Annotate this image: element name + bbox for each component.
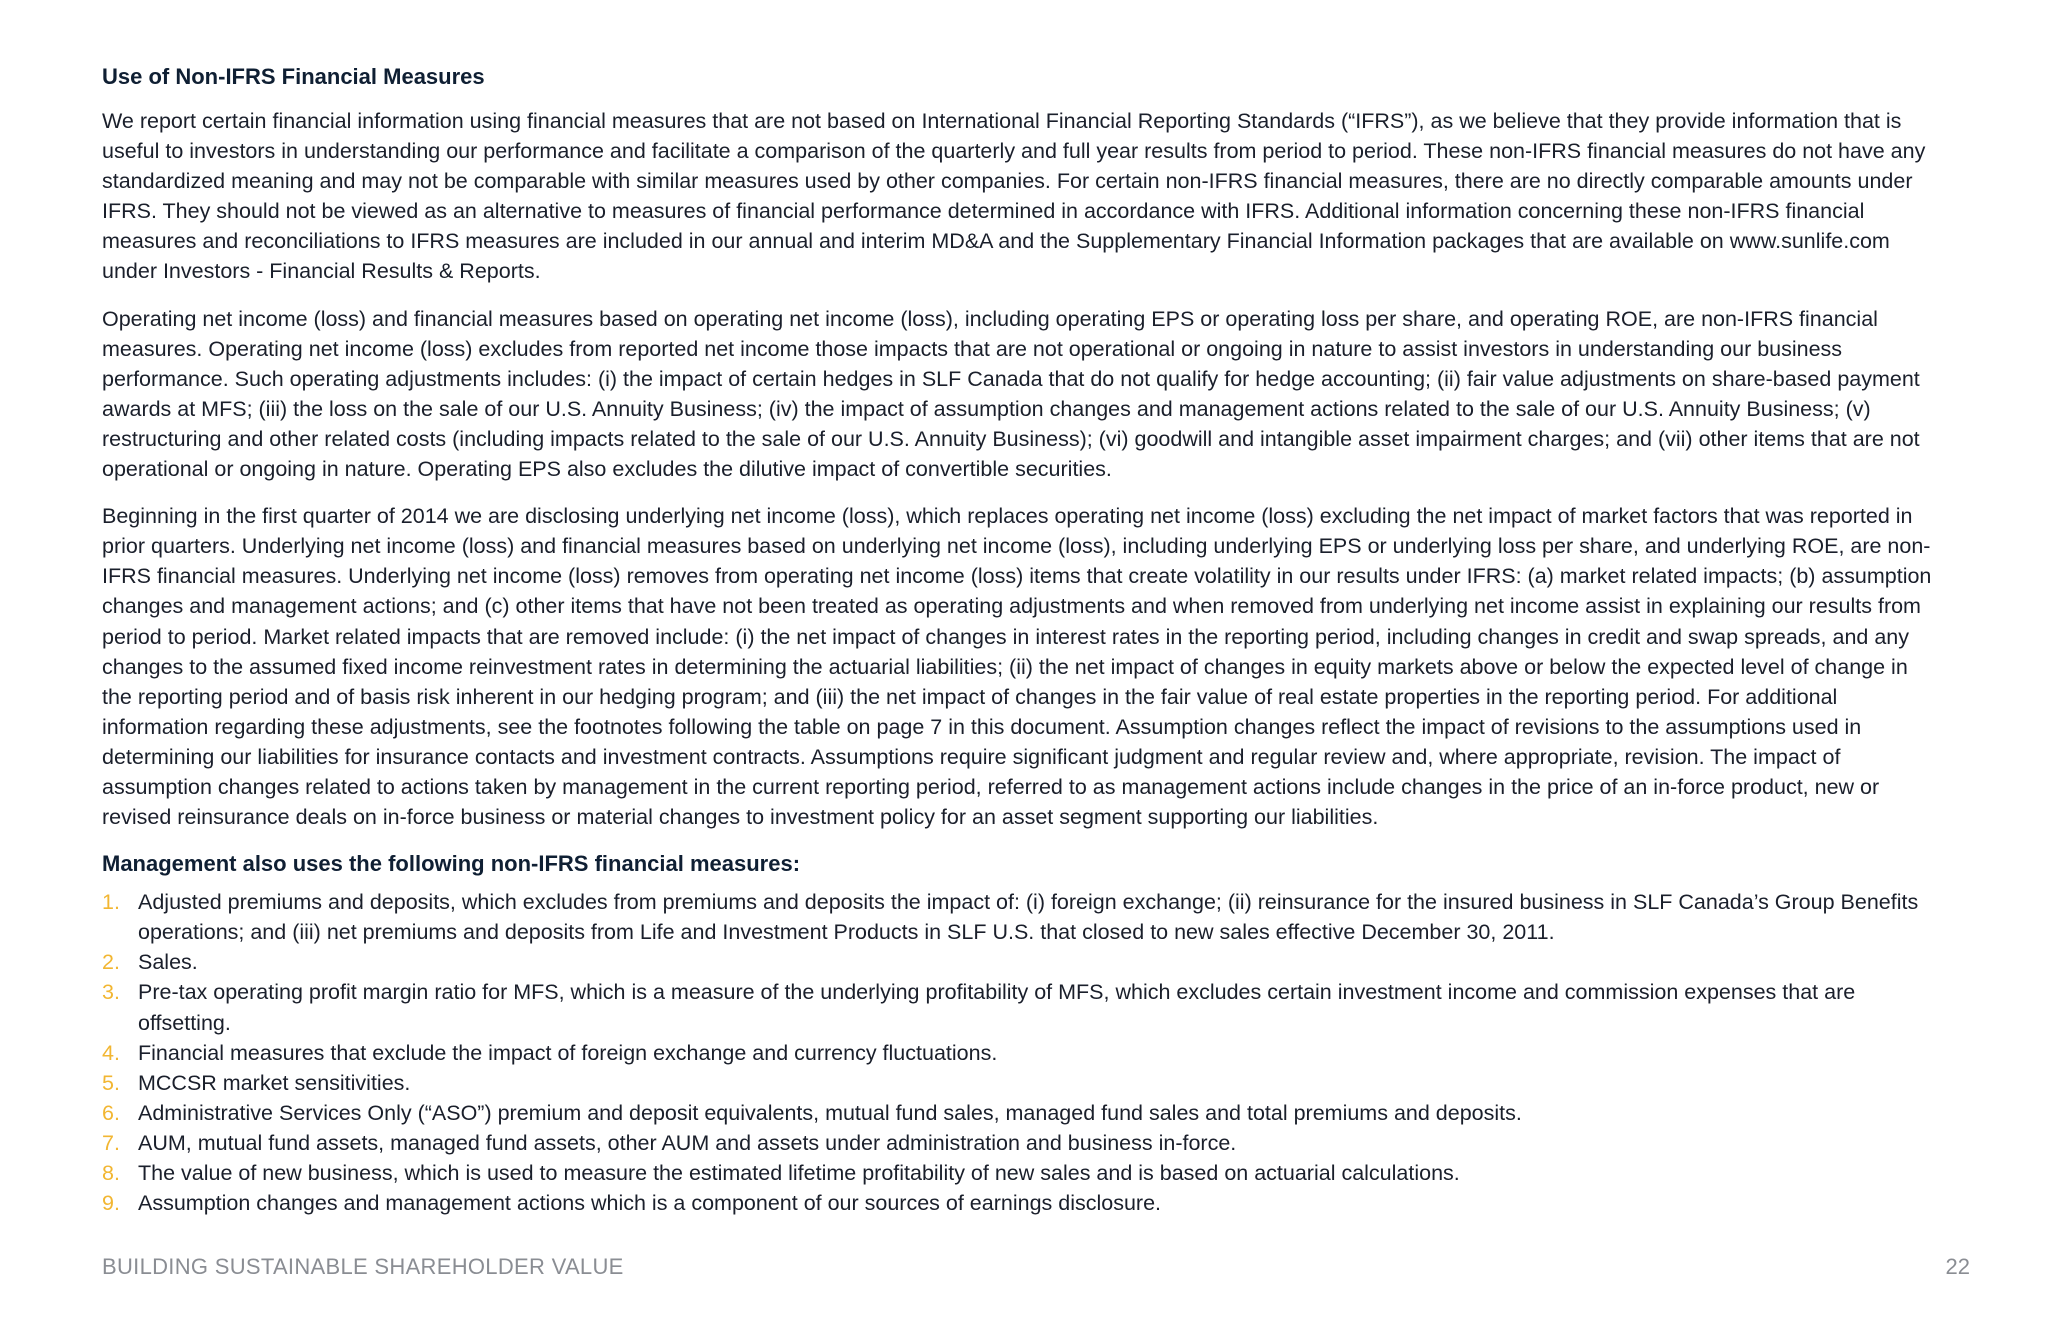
list-item bbox=[102, 1098, 1942, 1128]
list-item-text: Sales. bbox=[138, 950, 198, 975]
list-item-number: 4. bbox=[102, 1040, 120, 1065]
list-item-text: Financial measures that exclude the impact of foreign exchange and currency fluctuations. bbox=[138, 1040, 998, 1065]
list-item-text: AUM, mutual fund assets, managed fund assets, other AUM and assets under administration and business in-force. bbox=[138, 1130, 1237, 1155]
list-item-number: 6. bbox=[102, 1100, 120, 1125]
list-item bbox=[102, 947, 1942, 977]
list-item-number: 1. bbox=[102, 890, 120, 915]
list-item bbox=[102, 1188, 1942, 1218]
page-number: 22 bbox=[1945, 1254, 1970, 1279]
measures-list bbox=[102, 887, 1942, 1218]
paragraph-non-ifrs-intro: We report certain financial information using financial measures that are not based on International Financial Reporting Standards (“IFRS”), as we believe that they provide information that is useful to investors in understanding our performance and facilitate a comparison of the quarterly and full year results from period to period. These non-IFRS financial measures do not have any standardized meaning and may not be comparable with similar measures used by other companies. For certain non-IFRS financial measures, there are no directly comparable amounts under IFRS. They should not be viewed as an alternative to measures of financial performance determined in accordance with IFRS. Additional information concerning these non-IFRS financial measures and reconciliations to IFRS measures are included in our annual and interim MD&A and the Supplementary Financial Information packages that are available on www.sunlife.com under Investors - Financial Results & Reports. bbox=[102, 109, 1926, 284]
list-item-number: 9. bbox=[102, 1191, 120, 1216]
list-item bbox=[102, 977, 1942, 1037]
section-heading: Use of Non-IFRS Financial Measures bbox=[102, 64, 485, 89]
list-item bbox=[102, 1128, 1942, 1158]
list-item bbox=[102, 1068, 1942, 1098]
paragraph-operating-net-income: Operating net income (loss) and financial measures based on operating net income (loss), including operating EPS or operating loss per share, and operating ROE, are non-IFRS financial measures. Operating net income (loss) excludes from reported net income those impacts that are not operational or ongoing in nature to assist investors in understanding our business performance. Such operating adjustments includes: (i) the impact of certain hedges in SLF Canada that do not qualify for hedge accounting; (ii) fair value adjustments on share-based payment awards at MFS; (iii) the loss on the sale of our U.S. Annuity Business; (iv) the impact of assumption changes and management actions related to the sale of our U.S. Annuity Business; (v) restructuring and other related costs (including impacts related to the sale of our U.S. Annuity Business); (vi) goodwill and intangible asset impairment charges; and (vii) other items that are not operational or ongoing in nature. Operating EPS also excludes the dilutive impact of convertible securities. bbox=[102, 306, 1920, 482]
list-item-number: 2. bbox=[102, 950, 120, 975]
page-content bbox=[102, 62, 1942, 1218]
list-item-text: Administrative Services Only (“ASO”) premium and deposit equivalents, mutual fund sales, managed fund sales and total premiums and deposits. bbox=[138, 1100, 1522, 1125]
list-item-text: Assumption changes and management actions which is a component of our sources of earnings disclosure. bbox=[138, 1191, 1162, 1216]
list-item-number: 8. bbox=[102, 1161, 120, 1185]
footer-title: BUILDING SUSTAINABLE SHAREHOLDER VALUE bbox=[102, 1254, 624, 1279]
list-heading: Management also uses the following non-IFRS financial measures: bbox=[102, 851, 801, 877]
list-item-text: Pre-tax operating profit margin ratio for MFS, which is a measure of the underlying profitability of MFS, which excludes certain investment income and commission expenses that are offsetting. bbox=[138, 980, 1856, 1035]
list-item bbox=[102, 1158, 1942, 1188]
list-item-text: MCCSR market sensitivities. bbox=[138, 1070, 411, 1095]
list-item-text: The value of new business, which is used to measure the estimated lifetime profitability of new sales and is based on actuarial calculations. bbox=[138, 1161, 1460, 1185]
list-item-number: 3. bbox=[102, 980, 120, 1005]
list-item bbox=[102, 887, 1942, 947]
list-item bbox=[102, 1038, 1942, 1068]
list-item-text: Adjusted premiums and deposits, which excludes from premiums and deposits the impact of: (i) foreign exchange; (ii) reinsurance for the insured business in SLF Canada’s Group Benefits operations; and (iii) net premiums and deposits from Life and Investment Products in SLF U.S. that closed to new sales effective December 30, 2011. bbox=[138, 890, 1919, 945]
list-item-number: 7. bbox=[102, 1130, 120, 1155]
list-item-number: 5. bbox=[102, 1070, 120, 1095]
paragraph-underlying-net-income: Beginning in the first quarter of 2014 we are disclosing underlying net income (loss), which replaces operating net income (loss) excluding the net impact of market factors that was reported in prior quarters. Underlying net income (loss) and financial measures based on underlying net income (loss), including underlying EPS or underlying loss per share, and underlying ROE, are non-IFRS financial measures. Underlying net income (loss) removes from operating net income (loss) items that create volatility in our results under IFRS: (a) market related impacts; (b) assumption changes and management actions; and (c) other items that have not been treated as operating adjustments and when removed from underlying net income assist in explaining our results from period to period. Market related impacts that are removed include: (i) the net impact of changes in interest rates in the reporting period, including changes in credit and swap spreads, and any changes to the assumed fixed income reinvestment rates in determining the actuarial liabilities; (ii) the net impact of changes in equity markets above or below the expected level of change in the reporting period and of basis risk inherent in our hedging program; and (iii) the net impact of changes in the fair value of real estate properties in the reporting period. For additional information regarding these adjustments, see the footnotes following the table on page 7 in this document. Assumption changes reflect the impact of revisions to the assumptions used in determining our liabilities for insurance contacts and investment contracts. Assumptions require significant judgment and regular review and, where appropriate, revision. The impact of assumption changes related to actions taken by management in the current reporting period, referred to as management actions include changes in the price of an in-force product, new or revised reinsurance deals on in-force business or material changes to investment policy for an asset segment supporting our liabilities. bbox=[102, 504, 1932, 830]
